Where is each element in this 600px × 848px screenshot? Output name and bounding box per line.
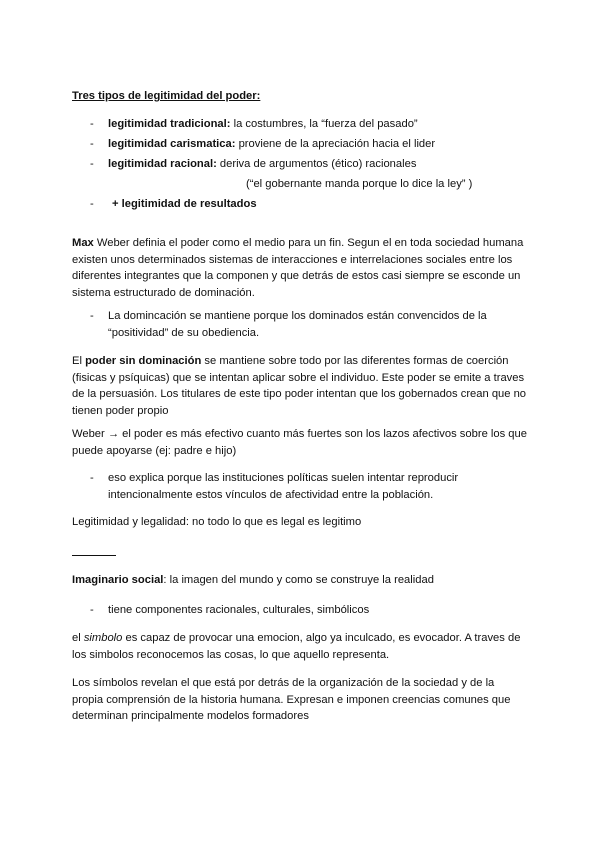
definition: deriva de argumentos (ético) racionales <box>216 158 417 170</box>
quote-line: (“el gobernante manda porque lo dice la ley” ) <box>246 178 473 190</box>
term: legitimidad carismatica: <box>108 138 236 150</box>
bullet-dash: - <box>90 472 94 484</box>
section-title: Tres tipos de legitimidad del poder: <box>72 90 261 102</box>
bullet-dash: - <box>90 198 94 210</box>
paragraph-lead: Imaginario social <box>72 574 164 586</box>
term: legitimidad tradicional: <box>108 118 231 130</box>
bullet-dash: - <box>90 310 94 322</box>
list-item-text: tiene componentes racionales, culturales, simbólicos <box>108 604 370 616</box>
paragraph-lead: poder sin dominación <box>85 355 202 367</box>
paragraph-poder-sin-dominacion: El poder sin dominación se mantiene sobre todo por las diferentes formas de coerción (fisicas y psíquicas) que se intentan aplicar sobre el individuo. Este poder se emite a traves de la persuasión. Los titulares de este tipo poder intentan que los gobernados crean que no tienen poder propio <box>72 355 527 417</box>
term: + legitimidad de resultados <box>112 198 257 210</box>
paragraph-weber-afectivos: Weber → el poder es más efectivo cuanto más fuertes son los lazos afectivos sobre los que puede apoyarse (ej: padre e hijo) <box>72 428 527 457</box>
bullet-dash: - <box>90 158 94 170</box>
bullet-dash: - <box>90 604 94 616</box>
paragraph-weber-poder <box>72 235 528 301</box>
paragraph-simbolo: el simbolo es capaz de provocar una emocion, algo ya inculcado, es evocador. A traves de los simbolos reconocemos las cosas, lo que aquello representa. <box>72 632 521 661</box>
paragraph-text: se mantiene sobre todo por las diferentes formas de coerción (fisicas y psíquicas) que se intentan aplicar sobre el individuo. Este poder se emite a traves de la persuasión. Los titulares de este tipo poder intentan que los gobernados crean que no tienen poder propio <box>72 355 527 417</box>
paragraph-imaginario-social <box>72 572 528 589</box>
paragraph-legitimidad-legalidad: Legitimidad y legalidad: no todo lo que es legal es legitimo <box>72 516 362 528</box>
paragraph-lead: Max <box>72 237 94 249</box>
term: legitimidad racional: <box>108 158 217 170</box>
bullet-dash: - <box>90 118 94 130</box>
paragraph-text: es capaz de provocar una emocion, algo ya inculcado, es evocador. A traves de los simbolos reconocemos las cosas, lo que aquello representa. <box>72 632 521 661</box>
definition: la costumbres, la “fuerza del pasado” <box>230 118 418 130</box>
horizontal-rule <box>72 555 116 556</box>
list-item-text: eso explica porque las instituciones políticas suelen intentar reproducir intencionalmente estos vínculos de afectividad entre la población. <box>108 472 459 501</box>
bullet-dash: - <box>90 138 94 150</box>
list-item-text: La domincación se mantiene porque los dominados están convencidos de la “positividad” de su obediencia. <box>108 310 487 339</box>
paragraph-simbolos-revelan: Los símbolos revelan el que está por detrás de la organización de la sociedad y de la propia comprensión de la historia humana. Expresan e imponen creencias comunes que determinan principalmente modelos formadores <box>72 677 511 722</box>
definition: proviene de la apreciación hacia el lider <box>235 138 436 150</box>
italic-term: simbolo <box>83 632 123 644</box>
paragraph-text: Weber definia el poder como el medio para un fin. Segun el en toda sociedad humana existen unos determinados sistemas de interacciones e interrelaciones sociales entre los diferentes integrantes que la componen y que detrás de estos casi siempre se esconde un sistema estructurado de dominación. <box>72 237 524 299</box>
paragraph-text: : la imagen del mundo y como se construye la realidad <box>163 574 434 586</box>
